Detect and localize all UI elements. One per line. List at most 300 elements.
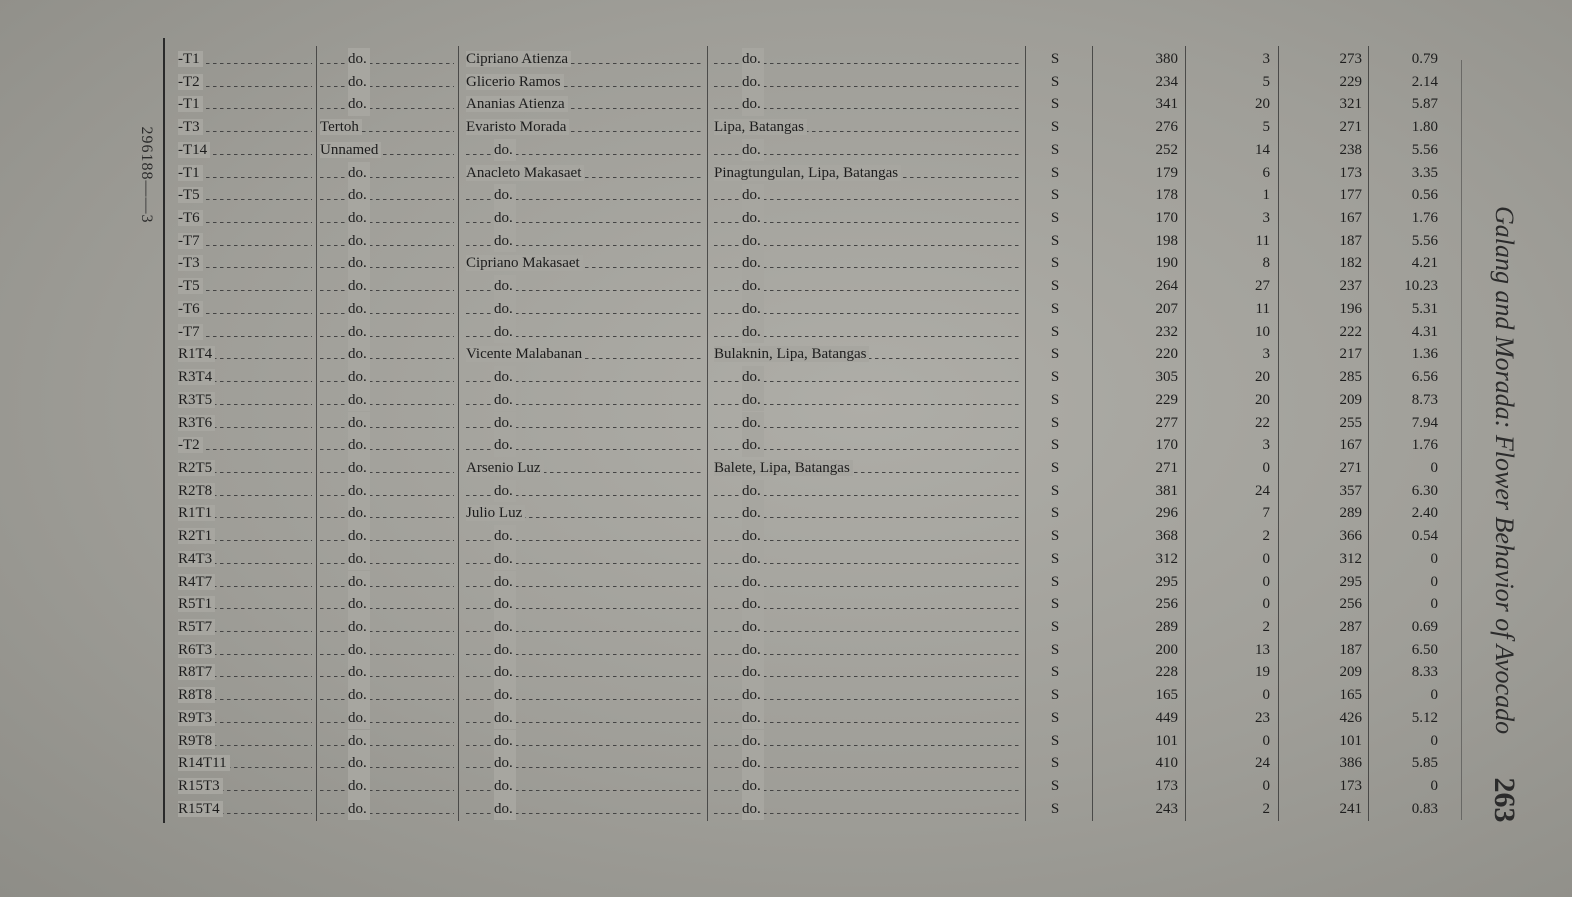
row-owner (466, 93, 704, 116)
row-location-text: do. (742, 366, 764, 389)
row-type-text: S (1050, 709, 1060, 726)
row-percent (1374, 412, 1438, 435)
table-row (0, 389, 1572, 412)
row-variety (320, 275, 454, 298)
row-percent-text: 0 (1430, 732, 1438, 749)
row-type (1040, 707, 1070, 730)
row-owner (466, 162, 704, 185)
row-owner-text: Anacleto Makasaet (466, 165, 584, 181)
row-count-b-text: 187 (1339, 641, 1362, 658)
row-variety (320, 457, 454, 480)
row-count-a (1200, 480, 1270, 503)
row-location (714, 116, 1022, 139)
row-variety-text: do. (348, 366, 370, 389)
row-percent-text: 5.31 (1411, 300, 1438, 317)
row-percent-text: 6.30 (1411, 482, 1438, 499)
row-owner-text: do. (494, 434, 516, 457)
row-type (1040, 366, 1070, 389)
row-count-b-text: 366 (1339, 528, 1362, 545)
row-percent (1374, 93, 1438, 116)
row-location-text: do. (742, 298, 764, 321)
row-type (1040, 798, 1070, 821)
row-owner-text: do. (494, 480, 516, 503)
row-code (178, 434, 312, 457)
row-count-b-text: 229 (1339, 73, 1362, 90)
row-type-text: S (1050, 119, 1060, 136)
row-total-text: 296 (1155, 505, 1178, 522)
row-count-a (1200, 207, 1270, 230)
row-total (1100, 116, 1178, 139)
row-variety (320, 48, 454, 71)
row-location (714, 730, 1022, 753)
row-count-b (1290, 593, 1362, 616)
row-code (178, 684, 312, 707)
row-count-b-text: 241 (1339, 800, 1362, 817)
row-type (1040, 752, 1070, 775)
row-count-b (1290, 366, 1362, 389)
row-type-text: S (1050, 482, 1060, 499)
row-owner (466, 707, 704, 730)
row-type (1040, 730, 1070, 753)
row-owner (466, 412, 704, 435)
row-code (178, 252, 312, 275)
row-location (714, 162, 1022, 185)
row-code (178, 412, 312, 435)
row-count-b (1290, 707, 1362, 730)
row-variety-text: do. (348, 93, 370, 116)
row-percent-text: 0 (1430, 596, 1438, 613)
running-head: Galang and Morada: Flower Behavior of Avocado (1490, 205, 1519, 735)
row-code-text: R2T5 (178, 460, 215, 476)
row-owner-text: do. (494, 798, 516, 821)
row-code-text: -T2 (178, 74, 203, 90)
row-variety-text: do. (348, 730, 370, 753)
row-count-a-text: 3 (1262, 51, 1270, 67)
row-count-a (1200, 298, 1270, 321)
row-variety (320, 71, 454, 94)
row-percent-text: 8.73 (1411, 391, 1438, 408)
row-count-a (1200, 730, 1270, 753)
row-owner-text: do. (494, 571, 516, 594)
row-variety-text: do. (348, 525, 370, 548)
row-type-text: S (1050, 528, 1060, 545)
row-type-text: S (1050, 573, 1060, 590)
row-count-b-text: 209 (1339, 664, 1362, 681)
row-total-text: 232 (1155, 323, 1178, 340)
row-location-text: do. (742, 207, 764, 230)
row-count-a-text: 2 (1262, 800, 1270, 817)
row-type (1040, 457, 1070, 480)
row-owner (466, 230, 704, 253)
row-total (1100, 571, 1178, 594)
row-percent (1374, 230, 1438, 253)
row-location-text: Balete, Lipa, Batangas (714, 460, 853, 476)
row-type (1040, 639, 1070, 662)
row-owner-text: do. (494, 616, 516, 639)
row-owner (466, 184, 704, 207)
row-code-text: R8T7 (178, 664, 215, 680)
row-code (178, 775, 312, 798)
row-type-text: S (1050, 664, 1060, 681)
row-type-text: S (1050, 187, 1060, 204)
row-total (1100, 93, 1178, 116)
row-code (178, 616, 312, 639)
row-count-a-text: 20 (1255, 391, 1270, 408)
row-type (1040, 93, 1070, 116)
row-owner-text: Julio Luz (466, 505, 525, 521)
row-percent-text: 6.50 (1411, 641, 1438, 658)
row-code (178, 71, 312, 94)
table-row (0, 412, 1572, 435)
row-variety-text: do. (348, 616, 370, 639)
row-location-text: do. (742, 661, 764, 684)
row-total-text: 178 (1155, 187, 1178, 204)
row-count-a (1200, 343, 1270, 366)
row-total (1100, 684, 1178, 707)
row-count-a-text: 0 (1262, 778, 1270, 795)
row-total (1100, 184, 1178, 207)
row-percent (1374, 207, 1438, 230)
row-location-text: do. (742, 684, 764, 707)
row-total (1100, 775, 1178, 798)
row-count-b-text: 196 (1339, 300, 1362, 317)
row-total (1100, 162, 1178, 185)
row-count-a-text: 3 (1262, 437, 1270, 454)
row-location-text: Bulaknin, Lipa, Batangas (714, 346, 869, 362)
row-code (178, 298, 312, 321)
row-variety-text: do. (348, 775, 370, 798)
row-location-text: do. (742, 548, 764, 571)
row-location (714, 707, 1022, 730)
row-count-b-text: 167 (1339, 437, 1362, 454)
row-total (1100, 434, 1178, 457)
row-location-text: Pinagtungulan, Lipa, Batangas (714, 165, 901, 181)
row-location-text: do. (742, 730, 764, 753)
row-count-a (1200, 775, 1270, 798)
row-owner (466, 730, 704, 753)
row-location (714, 343, 1022, 366)
row-percent (1374, 321, 1438, 344)
row-type-text: S (1050, 459, 1060, 476)
row-percent (1374, 616, 1438, 639)
row-owner (466, 457, 704, 480)
table-row (0, 434, 1572, 457)
row-owner (466, 480, 704, 503)
row-location (714, 412, 1022, 435)
row-percent-text: 8.33 (1411, 664, 1438, 681)
row-location-text: do. (742, 798, 764, 821)
row-variety (320, 752, 454, 775)
row-variety-text: do. (348, 412, 370, 435)
row-owner (466, 548, 704, 571)
row-code-text: -T5 (178, 187, 203, 203)
row-variety-text: do. (348, 207, 370, 230)
row-total-text: 256 (1155, 596, 1178, 613)
row-percent (1374, 571, 1438, 594)
row-variety-text: Tertoh (320, 119, 362, 135)
row-total-text: 252 (1155, 141, 1178, 158)
row-owner (466, 116, 704, 139)
row-type (1040, 252, 1070, 275)
row-count-a (1200, 71, 1270, 94)
row-total (1100, 71, 1178, 94)
row-count-a (1200, 707, 1270, 730)
row-location-text: do. (742, 48, 764, 71)
row-code-text: -T6 (178, 301, 203, 317)
row-percent-text: 1.36 (1411, 346, 1438, 363)
row-variety (320, 389, 454, 412)
row-code-text: R9T3 (178, 710, 215, 726)
row-count-b (1290, 684, 1362, 707)
row-code (178, 571, 312, 594)
row-count-a (1200, 116, 1270, 139)
row-count-a-text: 0 (1262, 732, 1270, 749)
row-owner-text: do. (494, 207, 516, 230)
row-code-text: -T2 (178, 437, 203, 453)
row-count-a (1200, 548, 1270, 571)
row-location-text: do. (742, 502, 764, 525)
row-variety-text: do. (348, 184, 370, 207)
row-count-a-text: 22 (1255, 414, 1270, 431)
row-total (1100, 298, 1178, 321)
row-count-b (1290, 230, 1362, 253)
row-count-b-text: 295 (1339, 573, 1362, 590)
row-count-a (1200, 434, 1270, 457)
row-total-text: 234 (1155, 73, 1178, 90)
row-total (1100, 707, 1178, 730)
row-code (178, 230, 312, 253)
row-code-text: R3T4 (178, 369, 215, 385)
row-count-a-text: 24 (1255, 755, 1270, 772)
row-percent-text: 1.80 (1411, 119, 1438, 136)
row-percent (1374, 71, 1438, 94)
row-variety (320, 548, 454, 571)
row-total (1100, 412, 1178, 435)
row-type-text: S (1050, 232, 1060, 249)
table-row (0, 798, 1572, 821)
row-owner (466, 389, 704, 412)
row-count-a (1200, 639, 1270, 662)
row-location (714, 775, 1022, 798)
row-total-text: 170 (1155, 437, 1178, 454)
row-type (1040, 525, 1070, 548)
row-code (178, 389, 312, 412)
row-owner-text: Cipriano Atienza (466, 51, 571, 67)
row-count-a (1200, 798, 1270, 821)
row-variety (320, 593, 454, 616)
row-owner-text: do. (494, 275, 516, 298)
row-count-b (1290, 321, 1362, 344)
row-location (714, 275, 1022, 298)
row-percent-text: 6.56 (1411, 369, 1438, 386)
row-percent-text: 5.56 (1411, 232, 1438, 249)
row-code (178, 207, 312, 230)
row-total-text: 312 (1155, 550, 1178, 567)
row-percent-text: 5.87 (1411, 96, 1438, 113)
row-type-text: S (1050, 141, 1060, 158)
row-count-b (1290, 752, 1362, 775)
row-variety-text: do. (348, 798, 370, 821)
row-variety-text: do. (348, 480, 370, 503)
row-count-a (1200, 593, 1270, 616)
row-owner (466, 275, 704, 298)
row-type (1040, 548, 1070, 571)
row-owner-text: do. (494, 661, 516, 684)
row-variety (320, 230, 454, 253)
row-total (1100, 480, 1178, 503)
row-percent-text: 0 (1430, 550, 1438, 567)
row-total-text: 220 (1155, 346, 1178, 363)
row-location-text: do. (742, 412, 764, 435)
row-count-a (1200, 321, 1270, 344)
row-total (1100, 139, 1178, 162)
row-type-text: S (1050, 255, 1060, 272)
row-percent-text: 0.69 (1411, 619, 1438, 635)
row-code (178, 366, 312, 389)
row-type (1040, 298, 1070, 321)
row-code (178, 139, 312, 162)
row-total-text: 207 (1155, 300, 1178, 317)
row-percent-text: 4.31 (1411, 323, 1438, 340)
row-percent (1374, 252, 1438, 275)
row-count-b (1290, 275, 1362, 298)
row-percent-text: 0.79 (1411, 51, 1438, 67)
row-owner (466, 616, 704, 639)
row-count-b-text: 256 (1339, 596, 1362, 613)
row-count-a-text: 20 (1255, 96, 1270, 113)
table-row (0, 752, 1572, 775)
row-percent (1374, 525, 1438, 548)
table-row (0, 480, 1572, 503)
row-variety (320, 525, 454, 548)
row-total (1100, 661, 1178, 684)
row-location-text: do. (742, 571, 764, 594)
row-owner (466, 593, 704, 616)
row-variety (320, 207, 454, 230)
row-percent-text: 1.76 (1411, 437, 1438, 454)
row-count-b (1290, 162, 1362, 185)
row-count-b-text: 182 (1339, 255, 1362, 272)
row-type-text: S (1050, 164, 1060, 181)
row-count-b-text: 177 (1339, 187, 1362, 204)
row-location (714, 207, 1022, 230)
row-type-text: S (1050, 687, 1060, 704)
row-location (714, 616, 1022, 639)
row-location-text: do. (742, 71, 764, 94)
row-count-a-text: 13 (1255, 641, 1270, 658)
row-total-text: 289 (1155, 619, 1178, 635)
row-code (178, 730, 312, 753)
row-owner (466, 343, 704, 366)
row-type-text: S (1050, 619, 1060, 635)
row-count-b (1290, 71, 1362, 94)
row-location (714, 571, 1022, 594)
row-code (178, 798, 312, 821)
row-percent (1374, 775, 1438, 798)
row-count-b-text: 287 (1339, 619, 1362, 635)
row-type (1040, 184, 1070, 207)
row-code (178, 184, 312, 207)
row-location-text: do. (742, 139, 764, 162)
row-variety-text: do. (348, 707, 370, 730)
row-percent (1374, 434, 1438, 457)
row-owner-text: do. (494, 752, 516, 775)
row-owner (466, 571, 704, 594)
row-code-text: -T1 (178, 96, 203, 112)
row-percent (1374, 480, 1438, 503)
row-location-text: do. (742, 593, 764, 616)
row-type (1040, 661, 1070, 684)
row-count-a-text: 6 (1262, 164, 1270, 181)
row-count-a-text: 19 (1255, 664, 1270, 681)
row-total (1100, 252, 1178, 275)
row-total-text: 179 (1155, 164, 1178, 181)
row-type-text: S (1050, 550, 1060, 567)
row-type-text: S (1050, 414, 1060, 431)
row-count-b-text: 222 (1339, 323, 1362, 340)
row-type-text: S (1050, 596, 1060, 613)
row-location-text: do. (742, 775, 764, 798)
row-percent (1374, 184, 1438, 207)
row-type (1040, 275, 1070, 298)
row-percent-text: 0.83 (1411, 800, 1438, 817)
row-percent-text: 0 (1430, 573, 1438, 590)
row-count-a-text: 8 (1262, 255, 1270, 272)
row-location-text: do. (742, 230, 764, 253)
row-percent-text: 7.94 (1411, 414, 1438, 431)
row-code-text: R15T3 (178, 778, 223, 794)
row-type (1040, 207, 1070, 230)
row-variety-text: do. (348, 389, 370, 412)
row-total (1100, 502, 1178, 525)
row-code-text: R1T4 (178, 346, 215, 362)
table-row (0, 661, 1572, 684)
row-percent-text: 2.14 (1411, 73, 1438, 90)
row-count-b-text: 271 (1339, 119, 1362, 136)
row-count-a (1200, 684, 1270, 707)
row-type-text: S (1050, 778, 1060, 795)
row-percent-text: 0 (1430, 778, 1438, 795)
row-count-a (1200, 230, 1270, 253)
row-type-text: S (1050, 73, 1060, 90)
row-count-b (1290, 116, 1362, 139)
row-percent (1374, 162, 1438, 185)
row-variety (320, 661, 454, 684)
table-row (0, 593, 1572, 616)
row-type-text: S (1050, 300, 1060, 317)
row-owner (466, 298, 704, 321)
row-location (714, 298, 1022, 321)
row-count-b-text: 217 (1339, 346, 1362, 363)
row-count-a-text: 0 (1262, 459, 1270, 476)
row-percent (1374, 593, 1438, 616)
row-count-a (1200, 139, 1270, 162)
row-percent-text: 2.40 (1411, 505, 1438, 522)
row-count-a (1200, 252, 1270, 275)
row-count-b-text: 426 (1339, 709, 1362, 726)
row-owner (466, 71, 704, 94)
row-count-a-text: 10 (1255, 323, 1270, 340)
table-row (0, 502, 1572, 525)
row-percent (1374, 48, 1438, 71)
row-percent-text: 0.54 (1411, 528, 1438, 545)
row-location-text: do. (742, 184, 764, 207)
table-row (0, 616, 1572, 639)
row-owner (466, 798, 704, 821)
row-code-text: R14T11 (178, 755, 230, 771)
row-owner (466, 684, 704, 707)
row-count-b (1290, 457, 1362, 480)
